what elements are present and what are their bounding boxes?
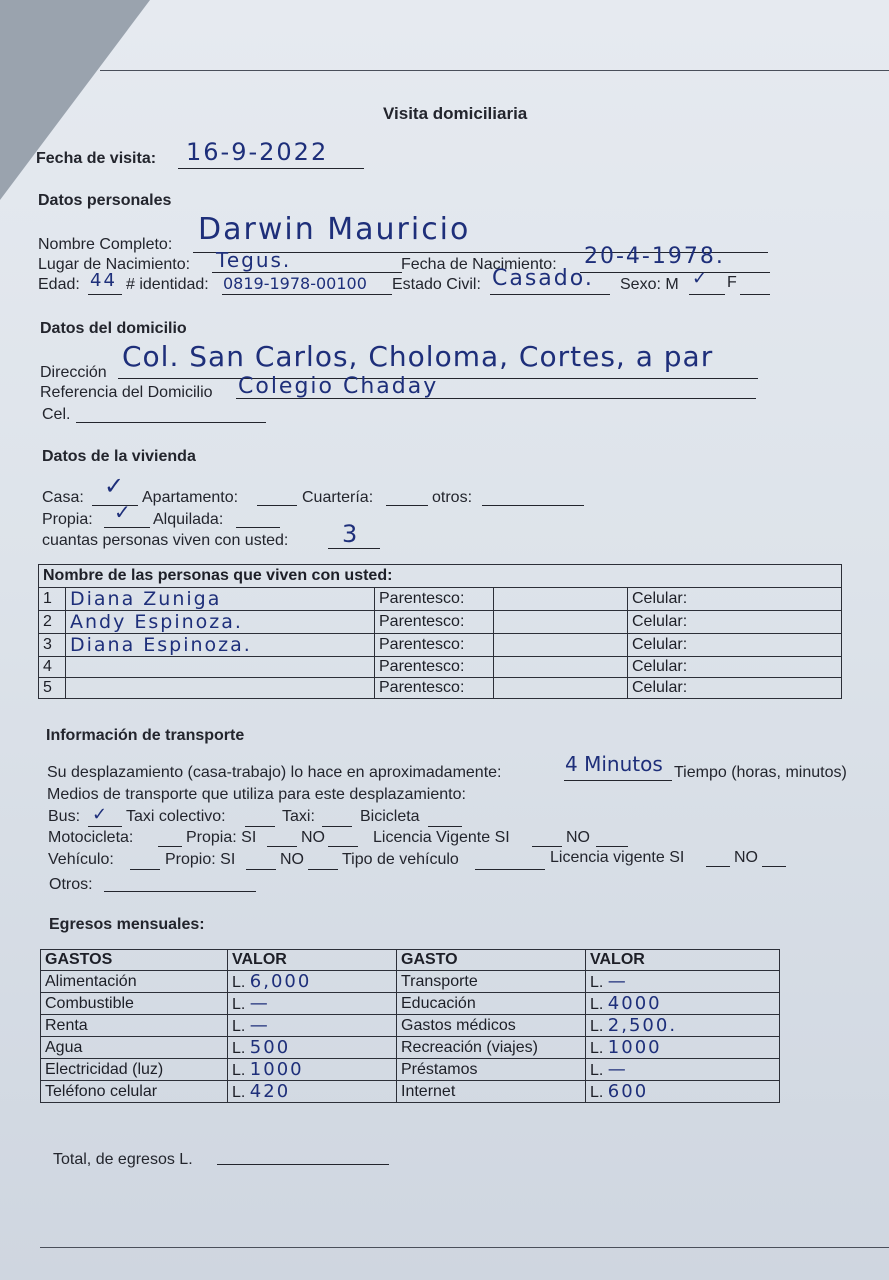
gasto-value [228, 1015, 397, 1037]
amount: 600 [607, 1081, 649, 1102]
table-row [41, 993, 780, 1015]
table-row [41, 1037, 780, 1059]
referencia-label: Referencia del Domicilio [40, 384, 213, 401]
egresos-header-row [41, 950, 780, 971]
alquilada-label: Alquilada: [153, 511, 224, 528]
sexo-mark: ✓ [692, 268, 710, 289]
amount: — [249, 1015, 270, 1036]
header-valor-1: VALOR [228, 950, 397, 971]
parentesco-cell: Parentesco: [375, 657, 494, 678]
bicicleta-label: Bicicleta [360, 808, 420, 825]
header-gastos: GASTOS [41, 950, 228, 971]
form-title: Visita domiciliaria [383, 104, 528, 123]
table-row [41, 1081, 780, 1103]
gasto-name: Gastos médicos [397, 1015, 586, 1037]
vehiculo-propio-si-line [246, 869, 276, 870]
gasto-name: Renta [41, 1015, 228, 1037]
vehiculo-licencia-no-label: NO [734, 849, 758, 866]
cel-line [76, 422, 266, 423]
amount: 420 [249, 1081, 291, 1102]
table-row [41, 971, 780, 993]
cuarteria-line [386, 505, 428, 506]
bus-line [88, 826, 122, 827]
moto-propia-label: Propia: SI [186, 829, 257, 846]
person-name-value: Andy Espinoza. [70, 611, 243, 633]
amount: 500 [249, 1037, 291, 1058]
gasto-name: Teléfono celular [41, 1081, 228, 1103]
currency: L. [590, 1084, 604, 1101]
moto-licencia-no-label: NO [566, 829, 590, 846]
gasto-name: Internet [397, 1081, 586, 1103]
gasto-name: Recreación (viajes) [397, 1037, 586, 1059]
propia-mark: ✓ [114, 500, 133, 524]
amount: — [607, 971, 628, 992]
gasto-name: Agua [41, 1037, 228, 1059]
table-row [39, 588, 842, 611]
currency: L. [590, 1062, 604, 1079]
header-valor-2: VALOR [586, 950, 780, 971]
amount: 6,000 [249, 971, 312, 992]
currency: L. [590, 974, 604, 991]
row-number: 1 [39, 588, 66, 611]
medios-label: Medios de transporte que utiliza para este desplazamiento: [47, 786, 466, 803]
amount: 1000 [607, 1037, 662, 1058]
personas-label: cuantas personas viven con usted: [42, 532, 289, 549]
lugar-value: Tegus. [216, 248, 292, 272]
apartamento-label: Apartamento: [142, 489, 239, 506]
gasto-value [228, 1059, 397, 1081]
egresos-table [40, 949, 780, 1103]
cel-label: Cel. [42, 406, 71, 423]
moto-licencia-si-line [532, 846, 562, 847]
fnac-label: Fecha de Nacimiento: [401, 256, 557, 273]
table-row [39, 611, 842, 634]
edad-label: Edad: [38, 276, 80, 293]
personal-heading: Datos personales [38, 192, 172, 209]
taxi-colectivo-label: Taxi colectivo: [126, 808, 226, 825]
vehiculo-no-label: NO [280, 851, 304, 868]
gasto-value [586, 1059, 780, 1081]
vehiculo-no-line [308, 869, 338, 870]
currency: L. [232, 1040, 246, 1057]
row-number: 2 [39, 611, 66, 634]
table-row [41, 1059, 780, 1081]
civil-value: Casado. [492, 266, 594, 291]
total-label: Total, de egresos L. [53, 1151, 193, 1168]
desplazamiento-line [564, 780, 672, 781]
parentesco-cell: Parentesco: [375, 678, 494, 699]
sexo-f-line [740, 294, 770, 295]
amount: — [249, 993, 270, 1014]
nombre-label: Nombre Completo: [38, 236, 173, 253]
identidad-label: # identidad: [126, 276, 209, 293]
gasto-value [586, 1037, 780, 1059]
amount: 4000 [607, 993, 662, 1014]
folded-corner [0, 0, 150, 200]
moto-licencia-no-line [596, 846, 628, 847]
gasto-value [228, 971, 397, 993]
sexo-f-label: F [727, 274, 737, 291]
currency: L. [590, 1040, 604, 1057]
person-name [66, 634, 375, 657]
vehiculo-line [130, 869, 160, 870]
row-number: 4 [39, 657, 66, 678]
desplazamiento-label: Su desplazamiento (casa-trabajo) lo hace en aproximadamente: [47, 764, 502, 781]
casa-mark: ✓ [104, 472, 127, 500]
currency: L. [232, 974, 246, 991]
vehiculo-licencia-label: Licencia vigente SI [550, 849, 685, 866]
parentesco-cell: Parentesco: [375, 634, 494, 657]
egresos-heading: Egresos mensuales: [49, 916, 205, 933]
moto-line [158, 846, 182, 847]
celular-cell: Celular: [628, 588, 842, 611]
parentesco-cell: Parentesco: [375, 588, 494, 611]
currency: L. [232, 1062, 246, 1079]
amount: — [607, 1059, 628, 1080]
vehiculo-licencia-si-line [706, 866, 730, 867]
person-name-value: Diana Zuniga [70, 588, 222, 610]
bicicleta-line [428, 826, 462, 827]
vehiculo-label: Vehículo: [48, 851, 114, 868]
sexo-m-line [689, 294, 725, 295]
casa-label: Casa: [42, 489, 84, 506]
gasto-value [586, 993, 780, 1015]
domicilio-heading: Datos del domicilio [40, 320, 187, 337]
moto-propia-si-line [267, 846, 297, 847]
person-name [66, 678, 375, 699]
gasto-name: Préstamos [397, 1059, 586, 1081]
otros-transporte-label: Otros: [49, 876, 93, 893]
top-rule [100, 70, 889, 71]
lugar-line [212, 272, 402, 273]
amount: 2,500. [607, 1015, 678, 1036]
civil-label: Estado Civil: [392, 276, 481, 293]
gasto-name: Alimentación [41, 971, 228, 993]
gasto-value [586, 1015, 780, 1037]
otros-transporte-line [104, 891, 256, 892]
gasto-value [586, 1081, 780, 1103]
alquilada-line [236, 527, 280, 528]
gasto-value [228, 993, 397, 1015]
desplazamiento-value: 4 Minutos [565, 752, 663, 776]
transporte-heading: Información de transporte [46, 727, 245, 744]
personas-value: 3 [342, 520, 360, 548]
tiempo-label: Tiempo (horas, minutos) [674, 764, 847, 781]
celular-cell: Celular: [628, 657, 842, 678]
gasto-value [586, 971, 780, 993]
personas-table [38, 564, 842, 699]
celular-cell: Celular: [628, 611, 842, 634]
apartamento-line [257, 505, 297, 506]
otros-vivienda-label: otros: [432, 489, 473, 506]
taxi-line [322, 826, 352, 827]
nombre-value: Darwin Mauricio [198, 212, 471, 247]
identidad-line [222, 294, 392, 295]
direccion-value: Col. San Carlos, Choloma, Cortes, a par [122, 340, 714, 373]
currency: L. [590, 996, 604, 1013]
person-name [66, 611, 375, 634]
currency: L. [232, 1018, 246, 1035]
moto-licencia-label: Licencia Vigente SI [373, 829, 510, 846]
amount: 1000 [249, 1059, 304, 1080]
lugar-label: Lugar de Nacimiento: [38, 256, 191, 273]
total-line [217, 1164, 389, 1165]
tipo-line [475, 869, 545, 870]
gasto-name: Electricidad (luz) [41, 1059, 228, 1081]
gasto-name: Transporte [397, 971, 586, 993]
table-row [39, 657, 842, 678]
civil-line [490, 294, 610, 295]
direccion-label: Dirección [40, 364, 107, 381]
currency: L. [590, 1018, 604, 1035]
bus-mark: ✓ [92, 804, 110, 825]
celular-cell: Celular: [628, 634, 842, 657]
edad-value: 44 [90, 270, 117, 291]
table-row [41, 1015, 780, 1037]
moto-no-line [328, 846, 358, 847]
fnac-value: 20-4-1978. [584, 244, 725, 269]
cuarteria-label: Cuartería: [302, 489, 374, 506]
fecha-label: Fecha de visita: [36, 150, 157, 167]
vehiculo-licencia-no-line [762, 866, 786, 867]
propia-label: Propia: [42, 511, 93, 528]
table-row [39, 678, 842, 699]
gasto-name: Educación [397, 993, 586, 1015]
currency: L. [232, 996, 246, 1013]
row-number: 3 [39, 634, 66, 657]
celular-cell: Celular: [628, 678, 842, 699]
header-gasto: GASTO [397, 950, 586, 971]
taxi-label: Taxi: [282, 808, 315, 825]
vehiculo-propio-label: Propio: SI [165, 851, 236, 868]
person-name [66, 657, 375, 678]
fecha-line [178, 168, 364, 169]
sexo-label: Sexo: M [620, 276, 679, 293]
currency: L. [232, 1084, 246, 1101]
parentesco-cell: Parentesco: [375, 611, 494, 634]
bus-label: Bus: [48, 808, 81, 825]
gasto-value [228, 1081, 397, 1103]
otros-vivienda-line [482, 505, 584, 506]
moto-no-label: NO [301, 829, 325, 846]
personas-table-header-row [39, 565, 842, 588]
referencia-value: Colegio Chaday [238, 374, 439, 399]
gasto-value [228, 1037, 397, 1059]
table-row [39, 634, 842, 657]
row-number: 5 [39, 678, 66, 699]
fnac-line [580, 272, 770, 273]
bottom-rule [40, 1247, 889, 1248]
person-name [66, 588, 375, 611]
moto-label: Motocicleta: [48, 829, 134, 846]
edad-line [88, 294, 122, 295]
identidad-value: 0819-1978-00100 [223, 274, 367, 293]
personas-table-header: Nombre de las personas que viven con usted: [39, 565, 842, 588]
fecha-value: 16-9-2022 [186, 138, 329, 166]
person-name-value: Diana Espinoza. [70, 634, 252, 656]
gasto-name: Combustible [41, 993, 228, 1015]
taxi-colectivo-line [245, 826, 275, 827]
personas-line [328, 548, 380, 549]
tipo-label: Tipo de vehículo [342, 851, 459, 868]
propia-line [104, 527, 150, 528]
vivienda-heading: Datos de la vivienda [42, 448, 196, 465]
